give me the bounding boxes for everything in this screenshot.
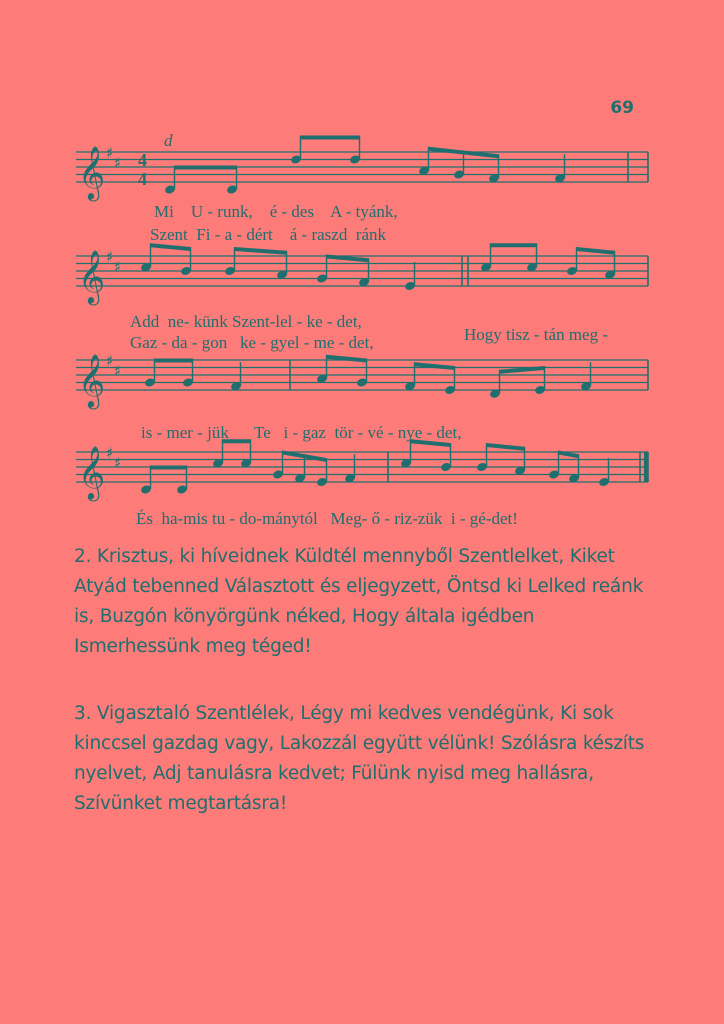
staff-2: [76, 243, 648, 305]
treble-clef-icon: 𝄞: [78, 249, 106, 303]
beam: [487, 443, 525, 451]
beam: [155, 359, 193, 363]
sharp-icon: ♯: [106, 248, 114, 266]
tempo-mark: d: [164, 131, 173, 150]
lyric-line-2: Szent Fi - a - dért á - raszd ránk: [150, 225, 387, 244]
beam: [151, 243, 191, 251]
lyric-line-5: Hogy tisz - tán meg -: [464, 325, 608, 344]
sharp-icon: ♯: [114, 154, 122, 172]
verse-3-text: 3. Vigasztaló Szentlélek, Légy mi kedves vendégünk, Ki sok kinccsel gazdag vagy, Lakozzál együtt vélünk! Szólásra készíts nyelvet, Adj tanulásra kedvet; Fülünk nyisd meg hallásra, Szívünket megtartásra!: [74, 703, 645, 814]
time-signature-bottom: 4: [138, 169, 147, 189]
final-barline: [644, 452, 648, 482]
time-signature-top: 4: [138, 150, 147, 170]
verse-2: [74, 542, 654, 662]
beam: [491, 243, 537, 247]
sharp-icon: ♯: [106, 444, 114, 462]
sharp-icon: ♯: [106, 144, 114, 162]
beam: [415, 362, 455, 370]
sharp-icon: ♯: [106, 352, 114, 370]
treble-clef-icon: 𝄞: [78, 145, 106, 199]
beam: [175, 166, 237, 170]
page-number: 69: [610, 98, 634, 118]
beam: [327, 355, 367, 363]
lyric-line-3: Add ne- künk Szent-lel - ke - det,: [130, 312, 362, 331]
beam: [151, 466, 187, 470]
beam: [235, 247, 287, 255]
sharp-icon: ♯: [114, 258, 122, 276]
lyric-line-4: Gaz - da - gon ke - gyel - me - det,: [130, 333, 374, 352]
beam: [301, 136, 360, 140]
sharp-icon: ♯: [114, 454, 122, 472]
verse-2-text: 2. Krisztus, ki híveidnek Küldtél mennyből Szentlelket, Kiket Atyád tebenned Választott és eljegyzett, Öntsd ki Lelked reánk is, Buzgón könyörgünk néked, Hogy általa igédben Ismerhessünk meg téged!: [74, 546, 644, 657]
beam: [577, 247, 615, 255]
treble-clef-icon: 𝄞: [78, 353, 106, 407]
sharp-icon: ♯: [114, 362, 122, 380]
staff-1: [76, 136, 648, 202]
lyric-line-7: És ha-mis tu - do-mánytól Meg- ő - riz-zük i - gé-det!: [136, 509, 518, 528]
verse-3: [74, 699, 654, 819]
staff-3: [76, 352, 648, 409]
lyric-line-6: is - mer - jük Te i - gaz tör - vé - nye - det,: [141, 423, 462, 442]
treble-clef-icon: 𝄞: [78, 445, 106, 499]
staff-4: [76, 439, 648, 501]
lyric-line-1: Mi U - runk, é - des A - tyánk,: [154, 202, 398, 221]
